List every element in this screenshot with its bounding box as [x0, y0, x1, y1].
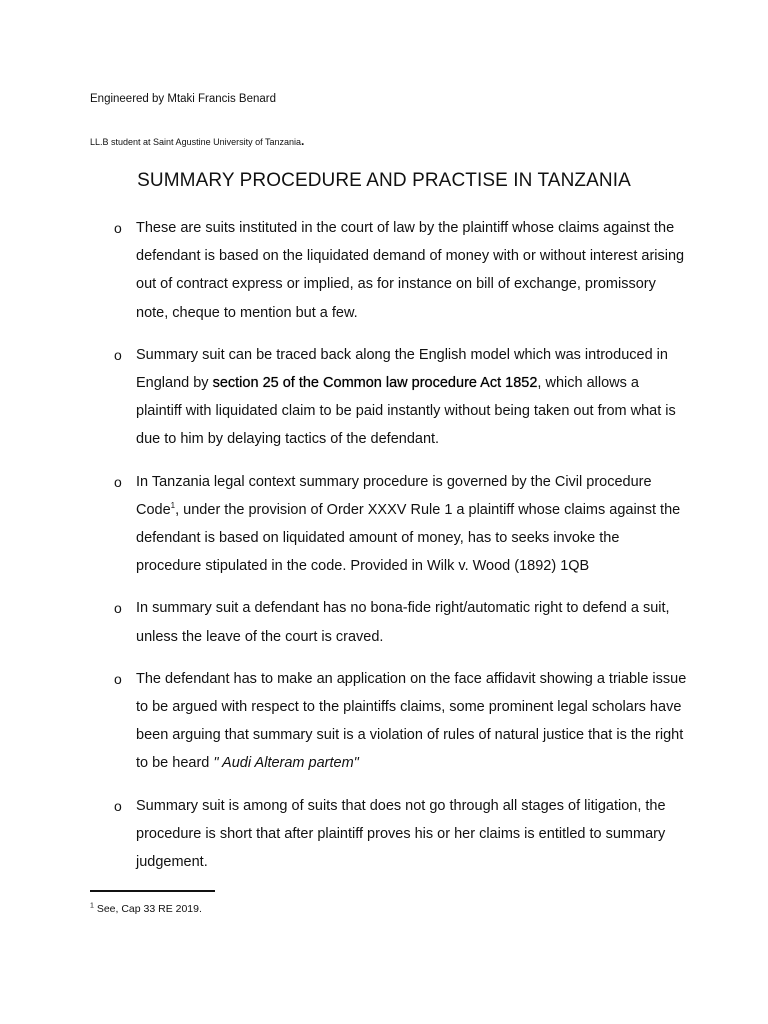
- bullet-marker: o: [114, 473, 122, 490]
- affiliation-text: LL.B student at Saint Agustine University of Tanzania: [90, 137, 301, 147]
- bullet-item-definition: [0, 214, 768, 327]
- footnote-separator: [90, 890, 215, 892]
- bullet-text: , under the provision of Order XXXV Rule 1 a plaintiff whose claims against the defendant is based on liquidated amount of money, has to seeks invoke the procedure stipulated in the code. Provided in Wilk v. Wood (1892) 1QB: [136, 501, 681, 575]
- latin-maxim: " Audi Alteram partem": [213, 755, 359, 772]
- footnote-reference[interactable]: 1: [170, 501, 176, 510]
- author-line: Engineered by Mtaki Francis Benard: [90, 93, 277, 105]
- bullet-marker: o: [114, 600, 122, 617]
- bullet-text: The defendant has to make an application on the face affidavit showing a triable issue to be argued with respect to the plaintiffs claims, some prominent legal scholars have been arguing that summary suit is a violation of rules of natural justice that is the right to be heard: [136, 670, 687, 772]
- bullet-marker: o: [114, 346, 122, 363]
- footnote-number: 1: [90, 902, 94, 910]
- bullet-text: Summary suit can be traced back along the English model which was introduced in England by: [136, 346, 668, 392]
- footnote-text: See, Cap 33 RE 2019.: [93, 903, 202, 915]
- bullet-item-no-right-to-defend: [0, 594, 768, 650]
- affiliation-period: .: [300, 134, 305, 148]
- bullet-text: In summary suit a defendant has no bona-fide right/automatic right to defend a suit, unless the leave of the court is craved.: [136, 600, 670, 645]
- bullet-item-short-procedure: [0, 792, 768, 877]
- bullet-text: In Tanzania legal context summary procedure is governed by the Civil procedure Code: [136, 473, 652, 518]
- bullet-list: [0, 214, 768, 890]
- bullet-item-history: [0, 341, 768, 454]
- footnote: [90, 903, 202, 915]
- bullet-text: , which allows a plaintiff with liquidated claim to be paid instantly without being taken out from what is due to him by delaying tactics of the defendant.: [136, 375, 676, 448]
- affiliation-line: [90, 134, 304, 148]
- bullet-marker: o: [114, 797, 122, 814]
- bullet-text: These are suits instituted in the court of law by the plaintiff whose claims against the defendant is based on the liquidated demand of money with or without interest arising out of contract express or implied, as for instance on bill of exchange, promissory note, cheque to mention but a few.: [136, 220, 685, 321]
- statute-reference: section 25 of the Common law procedure Act 1852: [212, 375, 538, 392]
- document-title: SUMMARY PROCEDURE AND PRACTISE IN TANZANIA: [137, 170, 631, 191]
- bullet-item-tanzania-context: [0, 468, 768, 581]
- bullet-marker: o: [114, 220, 122, 236]
- bullet-marker: o: [114, 670, 122, 687]
- bullet-text: Summary suit is among of suits that does not go through all stages of litigation, the procedure is short that after plaintiff proves his or her claims is entitled to summary judgement.: [136, 797, 666, 871]
- bullet-item-application: [0, 665, 768, 778]
